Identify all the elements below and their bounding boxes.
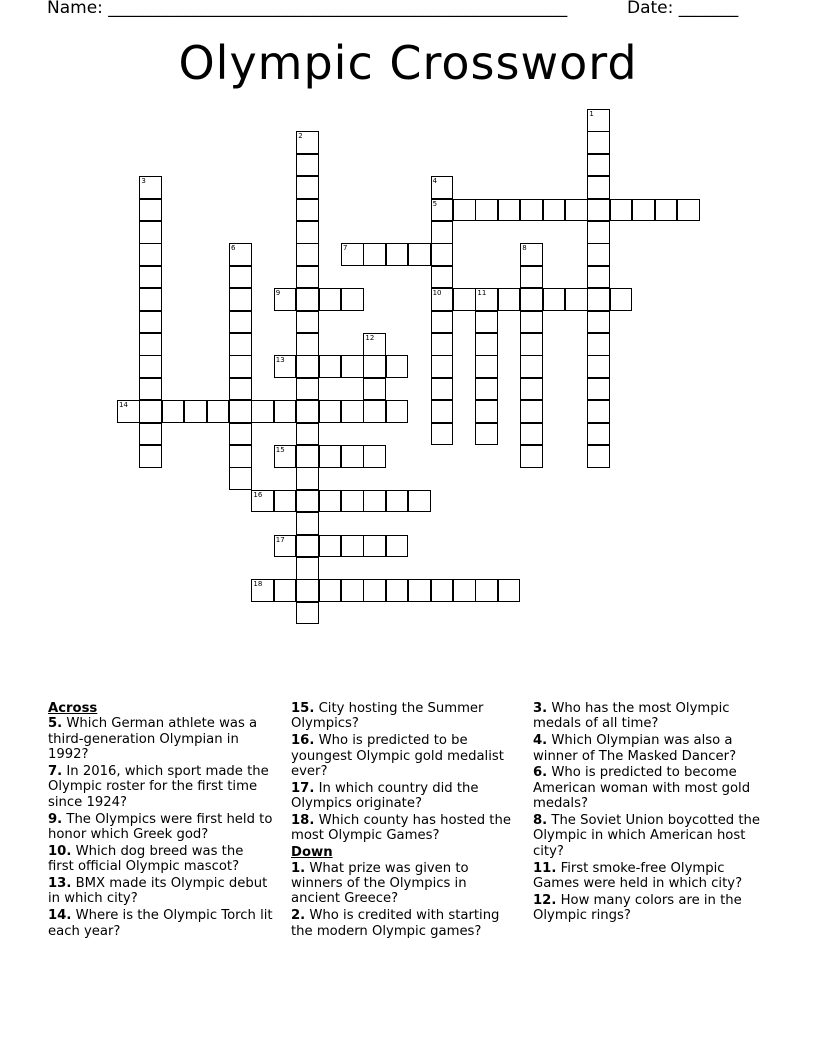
- clue-number: 18.: [291, 813, 315, 829]
- grid-cell[interactable]: [587, 221, 610, 244]
- grid-cell[interactable]: [475, 199, 498, 222]
- grid-cell[interactable]: [386, 579, 409, 602]
- cell-number: 14: [119, 401, 128, 410]
- grid-cell[interactable]: [184, 400, 207, 423]
- grid-cell[interactable]: [520, 355, 543, 378]
- down-heading: Down: [291, 845, 333, 861]
- grid-cell[interactable]: [632, 199, 655, 222]
- grid-cell[interactable]: [229, 423, 252, 446]
- grid-cell[interactable]: [319, 490, 342, 513]
- grid-cell[interactable]: [363, 490, 386, 513]
- clue-text: Which German athlete was a third-generation Olympian in 1992?: [48, 716, 258, 763]
- grid-cell[interactable]: [431, 311, 454, 334]
- grid-cell[interactable]: [139, 445, 162, 468]
- grid-cell[interactable]: [363, 355, 386, 378]
- grid-cell[interactable]: [543, 199, 566, 222]
- date-field-label: Date: _______: [627, 0, 739, 18]
- grid-cell[interactable]: [296, 266, 319, 289]
- clue-across: [291, 701, 519, 732]
- grid-cell[interactable]: [453, 199, 476, 222]
- grid-cell[interactable]: [296, 221, 319, 244]
- clue-down: [291, 861, 519, 907]
- grid-cell[interactable]: [520, 311, 543, 334]
- grid-cell[interactable]: [319, 535, 342, 558]
- grid-cell[interactable]: [251, 400, 274, 423]
- clues-column-1: [48, 701, 273, 940]
- clue-number: 1.: [291, 860, 306, 876]
- grid-cell[interactable]: [677, 199, 700, 222]
- grid-cell[interactable]: [587, 154, 610, 177]
- grid-cell[interactable]: [274, 400, 297, 423]
- grid-cell[interactable]: [386, 355, 409, 378]
- cell-number: 8: [522, 244, 527, 253]
- grid-cell[interactable]: [319, 445, 342, 468]
- grid-cell[interactable]: [386, 490, 409, 513]
- grid-cell[interactable]: [363, 400, 386, 423]
- grid-cell[interactable]: [587, 445, 610, 468]
- grid-cell[interactable]: [431, 355, 454, 378]
- grid-cell[interactable]: [543, 288, 566, 311]
- grid-cell[interactable]: [498, 199, 521, 222]
- grid-cell[interactable]: [341, 400, 364, 423]
- grid-cell[interactable]: [296, 445, 319, 468]
- clue-number: 10.: [48, 843, 72, 859]
- clue-text: The Olympics were first held to honor which Greek god?: [48, 811, 273, 843]
- clue-text: First smoke-free Olympic Games were held in which city?: [533, 860, 743, 892]
- clue-down: [291, 908, 519, 939]
- grid-cell[interactable]: [475, 311, 498, 334]
- grid-cell[interactable]: [587, 288, 610, 311]
- grid-cell[interactable]: [587, 311, 610, 334]
- cell-number: 1: [589, 110, 594, 118]
- grid-cell[interactable]: [520, 445, 543, 468]
- grid-cell[interactable]: [431, 243, 454, 266]
- clue-across: [291, 733, 519, 779]
- grid-cell[interactable]: [296, 311, 319, 334]
- clue-down: [533, 701, 761, 732]
- clue-number: 14.: [48, 908, 72, 924]
- grid-cell[interactable]: [520, 288, 543, 311]
- grid-cell[interactable]: [319, 288, 342, 311]
- grid-cell[interactable]: [341, 445, 364, 468]
- grid-cell[interactable]: [587, 333, 610, 356]
- clue-across: [48, 716, 273, 762]
- grid-cell[interactable]: [431, 266, 454, 289]
- grid-cell[interactable]: [475, 400, 498, 423]
- clue-number: 7.: [48, 764, 63, 780]
- cell-number: 16: [253, 490, 263, 499]
- clue-down: [533, 861, 761, 892]
- cell-number: 4: [432, 177, 438, 186]
- clue-number: 12.: [533, 892, 557, 908]
- clue-text: The Soviet Union boycotted the Olympic in which American host city?: [533, 813, 761, 859]
- grid-cell[interactable]: [587, 355, 610, 378]
- grid-cell[interactable]: [296, 602, 319, 625]
- grid-cell[interactable]: [475, 333, 498, 356]
- grid-cell[interactable]: [139, 288, 162, 311]
- grid-cell[interactable]: [408, 490, 431, 513]
- grid-cell[interactable]: [587, 378, 610, 401]
- grid-cell[interactable]: [229, 355, 252, 378]
- grid-cell[interactable]: [274, 490, 297, 513]
- clue-across: [48, 876, 273, 907]
- clue-number: 13.: [48, 876, 72, 892]
- grid-cell[interactable]: [498, 579, 521, 602]
- clue-number: 17.: [291, 780, 315, 796]
- grid-cell[interactable]: [587, 131, 610, 154]
- name-field-label: Name: ______________________________________________________: [47, 0, 568, 18]
- grid-cell[interactable]: [139, 221, 162, 244]
- grid-cell[interactable]: [386, 400, 409, 423]
- clue-across: [48, 764, 273, 810]
- grid-cell[interactable]: [363, 445, 386, 468]
- cell-number: 3: [141, 177, 146, 186]
- grid-cell[interactable]: [229, 467, 252, 490]
- clue-across: [48, 908, 273, 939]
- clue-number: 9.: [48, 811, 63, 827]
- clue-number: 15.: [291, 701, 315, 716]
- grid-cell[interactable]: [296, 535, 319, 558]
- grid-cell[interactable]: [587, 423, 610, 446]
- grid-cell[interactable]: [475, 355, 498, 378]
- grid-cell[interactable]: [296, 512, 319, 535]
- grid-cell[interactable]: [363, 243, 386, 266]
- clue-down: [533, 733, 761, 764]
- grid-cell[interactable]: [229, 445, 252, 468]
- grid-cell[interactable]: [296, 467, 319, 490]
- clue-text: Who has the most Olympic medals of all time?: [533, 701, 730, 732]
- grid-cell[interactable]: [520, 199, 543, 222]
- clue-text: Who is predicted to be youngest Olympic gold medalist ever?: [291, 733, 504, 780]
- grid-cell[interactable]: [139, 333, 162, 356]
- grid-cell[interactable]: [296, 176, 319, 199]
- clue-number: 16.: [291, 733, 315, 749]
- grid-cell[interactable]: [587, 400, 610, 423]
- clue-text: In 2016, which sport made the Olympic roster for the first time since 1924?: [48, 764, 269, 810]
- clue-number: 5.: [48, 716, 63, 732]
- clue-number: 11.: [533, 860, 557, 876]
- grid-cell[interactable]: [475, 579, 498, 602]
- grid-cell[interactable]: [296, 355, 319, 378]
- cell-number: 6: [231, 244, 236, 253]
- clue-across: [48, 844, 273, 875]
- grid-cell[interactable]: [431, 423, 454, 446]
- cell-number: 5: [432, 199, 438, 208]
- cell-number: 2: [298, 132, 303, 141]
- cell-number: 15: [275, 446, 285, 454]
- grid-cell[interactable]: [587, 176, 610, 199]
- grid-cell[interactable]: [296, 333, 319, 356]
- grid-cell[interactable]: [408, 579, 431, 602]
- grid-cell[interactable]: [319, 400, 342, 423]
- across-heading: Across: [48, 701, 98, 716]
- clue-text: Who is credited with starting the modern Olympic games?: [291, 908, 500, 939]
- grid-cell[interactable]: [139, 378, 162, 401]
- grid-cell[interactable]: [386, 535, 409, 558]
- grid-cell[interactable]: [520, 400, 543, 423]
- grid-cell[interactable]: [453, 579, 476, 602]
- grid-cell[interactable]: [296, 243, 319, 266]
- clue-text: City hosting the Summer Olympics?: [291, 701, 484, 732]
- grid-cell[interactable]: [296, 400, 319, 423]
- cell-number: 13: [275, 356, 285, 365]
- cell-number: 9: [275, 289, 281, 298]
- grid-cell[interactable]: [341, 579, 364, 602]
- clue-text: What prize was given to winners of the Olympics in ancient Greece?: [291, 860, 469, 907]
- grid-cell[interactable]: [319, 579, 342, 602]
- page-title: Olympic Crossword: [178, 36, 638, 90]
- clue-down: [533, 893, 761, 924]
- clue-text: Which Olympian was also a winner of The Masked Dancer?: [533, 733, 737, 764]
- grid-cell[interactable]: [431, 221, 454, 244]
- grid-cell[interactable]: [431, 333, 454, 356]
- clue-number: 2.: [291, 908, 306, 924]
- grid-cell[interactable]: [587, 199, 610, 222]
- clues-column-2: [291, 701, 519, 940]
- clue-number: 6.: [533, 765, 548, 781]
- cell-number: 10: [432, 289, 442, 298]
- grid-cell[interactable]: [229, 288, 252, 311]
- cell-number: 7: [343, 244, 348, 253]
- grid-cell[interactable]: [520, 378, 543, 401]
- grid-cell[interactable]: [341, 490, 364, 513]
- grid-cell[interactable]: [341, 355, 364, 378]
- grid-cell[interactable]: [475, 423, 498, 446]
- grid-cell[interactable]: [162, 400, 185, 423]
- grid-cell[interactable]: [363, 579, 386, 602]
- grid-cell[interactable]: [408, 243, 431, 266]
- clue-down: [533, 813, 761, 859]
- grid-cell[interactable]: [520, 333, 543, 356]
- grid-cell[interactable]: [565, 199, 588, 222]
- grid-cell[interactable]: [431, 400, 454, 423]
- grid-cell[interactable]: [274, 579, 297, 602]
- grid-cell[interactable]: [296, 288, 319, 311]
- grid-cell[interactable]: [139, 400, 162, 423]
- clue-text: How many colors are in the Olympic rings?: [533, 892, 742, 924]
- grid-cell[interactable]: [319, 355, 342, 378]
- grid-cell[interactable]: [296, 199, 319, 222]
- grid-cell[interactable]: [565, 288, 588, 311]
- cell-number: 12: [365, 334, 375, 342]
- clue-down: [533, 765, 761, 811]
- clue-text: Who is predicted to become American woman with most gold medals?: [533, 765, 751, 812]
- clue-text: BMX made its Olympic debut in which city?: [48, 876, 268, 907]
- clue-across: [291, 813, 519, 844]
- grid-cell[interactable]: [475, 378, 498, 401]
- grid-cell[interactable]: [296, 490, 319, 513]
- grid-cell[interactable]: [229, 266, 252, 289]
- grid-cell[interactable]: [363, 378, 386, 401]
- grid-cell[interactable]: [229, 333, 252, 356]
- grid-cell[interactable]: [431, 378, 454, 401]
- grid-cell[interactable]: [139, 355, 162, 378]
- clue-number: 8.: [533, 813, 548, 829]
- grid-cell[interactable]: [655, 199, 678, 222]
- cell-number: 18: [253, 580, 263, 589]
- grid-cell[interactable]: [587, 243, 610, 266]
- grid-cell[interactable]: [229, 378, 252, 401]
- grid-cell[interactable]: [139, 266, 162, 289]
- grid-cell[interactable]: [229, 400, 252, 423]
- grid-cell[interactable]: [139, 423, 162, 446]
- grid-cell[interactable]: [139, 199, 162, 222]
- grid-cell[interactable]: [386, 243, 409, 266]
- cell-number: 17: [275, 535, 285, 544]
- grid-cell[interactable]: [610, 288, 633, 311]
- clue-text: Which dog breed was the first official Olympic mascot?: [48, 843, 244, 875]
- grid-cell[interactable]: [139, 311, 162, 334]
- grid-cell[interactable]: [207, 400, 230, 423]
- grid-cell[interactable]: [296, 579, 319, 602]
- clue-number: 4.: [533, 733, 548, 749]
- grid-cell[interactable]: [341, 535, 364, 558]
- grid-cell[interactable]: [139, 243, 162, 266]
- clue-text: Where is the Olympic Torch lit each year?: [48, 908, 273, 939]
- clue-number: 3.: [533, 701, 548, 716]
- clue-across: [48, 812, 273, 843]
- clue-across: [291, 781, 519, 812]
- grid-cell[interactable]: [587, 266, 610, 289]
- grid-cell[interactable]: [520, 423, 543, 446]
- grid-cell[interactable]: [431, 579, 454, 602]
- grid-cell[interactable]: [453, 288, 476, 311]
- grid-cell[interactable]: [341, 288, 364, 311]
- grid-cell[interactable]: [498, 288, 521, 311]
- grid-cell[interactable]: [296, 423, 319, 446]
- grid-cell[interactable]: [363, 535, 386, 558]
- clue-text: In which country did the Olympics originate?: [291, 780, 479, 812]
- grid-cell[interactable]: [296, 557, 319, 580]
- grid-cell[interactable]: [229, 311, 252, 334]
- grid-cell[interactable]: [296, 378, 319, 401]
- grid-cell[interactable]: [520, 266, 543, 289]
- grid-cell[interactable]: [610, 199, 633, 222]
- clues-column-3: [533, 701, 761, 925]
- cell-number: 11: [477, 289, 487, 298]
- grid-cell[interactable]: [296, 154, 319, 177]
- clue-text: Which county has hosted the most Olympic Games?: [291, 813, 511, 844]
